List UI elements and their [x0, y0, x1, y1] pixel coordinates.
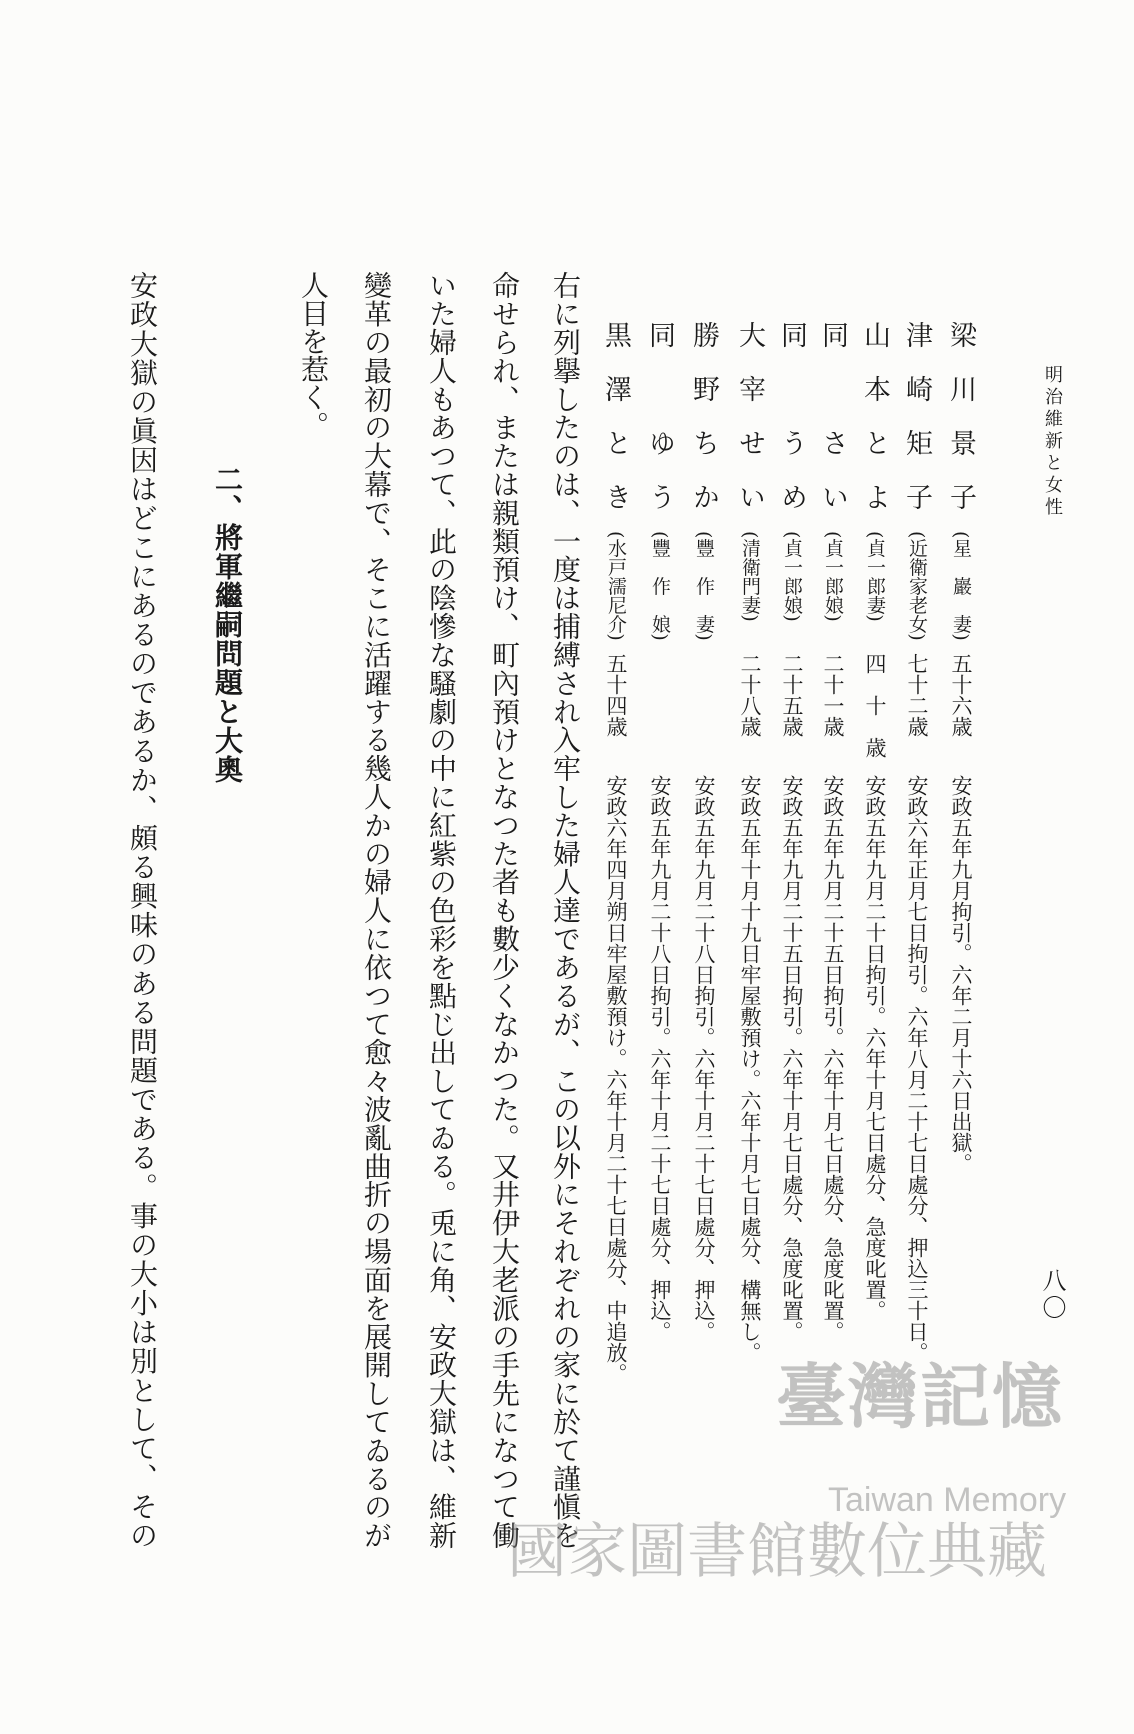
- roster-age: 七十二歳: [905, 653, 929, 737]
- section-body-line: 安政大獄の眞因はどこにあるのであるか、頗る興味のある問題である。事の大小は別として、その: [126, 271, 159, 1550]
- roster-age: 四 十 歳: [863, 653, 887, 758]
- roster-row: [901, 0, 933, 1734]
- roster-age: 二十一歳: [821, 653, 845, 737]
- roster-row: [945, 0, 977, 1734]
- page-number: 八〇: [1038, 1268, 1066, 1322]
- roster-row: [817, 0, 849, 1734]
- roster-name: 同 さ い: [817, 321, 848, 510]
- roster-row: [776, 0, 808, 1734]
- body-line: 變革の最初の大幕で、そこに活躍する幾人かの婦人に依つて愈々波亂曲折の場面を展開してゐるのが: [360, 271, 393, 1549]
- roster-record: 安政六年正月七日拘引。六年八月二十七日處分、押込三十日。: [905, 775, 929, 1363]
- roster-row: [734, 0, 766, 1734]
- roster-note: (豐 作 娘): [649, 531, 671, 641]
- watermark-logo-text: 臺灣記憶: [776, 1355, 1064, 1438]
- roster-note: (貞一郎妻): [864, 531, 886, 622]
- roster-row: [688, 0, 720, 1734]
- roster-name: 梁 川 景 子: [945, 321, 976, 510]
- roster-record: 安政五年九月二十八日拘引。六年十月二十七日處分、押込。: [648, 775, 672, 1342]
- roster-record: 安政六年四月朔日牢屋敷預け。六年十月二十七日處分、中追放。: [604, 775, 628, 1384]
- roster-row: [600, 0, 632, 1734]
- roster-record: 安政五年九月二十日拘引。六年十月七日處分、急度叱置。: [863, 775, 887, 1321]
- roster-name: 同 ゆ う: [644, 321, 675, 510]
- roster-name: 勝 野 ち か: [688, 321, 719, 510]
- body-line: 右に列擧したのは、一度は捕縛され入牢した婦人達であるが、この以外にそれぞれの家に於て謹愼を: [549, 271, 582, 1549]
- body-line: いた婦人もあつて、此の陰慘な騷劇の中に紅紫の色彩を點じ出してゐる。兎に角、安政大獄は、維新: [425, 271, 458, 1549]
- roster-name: 山 本 と よ: [859, 321, 890, 510]
- roster-record: 安政五年九月拘引。六年二月十六日出獄。: [949, 775, 973, 1174]
- roster-note: (水戸濡尼介): [605, 531, 627, 641]
- roster-age: 二十八歳: [738, 653, 762, 737]
- roster-note: (豐 作 妻): [693, 531, 715, 641]
- watermark-institution: 國家圖書館數位典藏: [507, 1517, 1047, 1587]
- body-line: 人目を惹く。: [297, 271, 330, 439]
- roster-row: [644, 0, 676, 1734]
- roster-name: 大 宰 せ い: [734, 321, 765, 510]
- roster-record: 安政五年十月十九日牢屋敷預け。六年十月七日處分、構無し。: [738, 775, 762, 1363]
- running-title: 明治維新と女性: [1042, 365, 1063, 519]
- watermark-english: Taiwan Memory: [828, 1481, 1067, 1519]
- roster-age: 二十五歳: [780, 653, 804, 737]
- roster-note: (貞一郎娘): [781, 531, 803, 622]
- roster-age: 五十六歳: [949, 653, 973, 737]
- roster-row: [859, 0, 891, 1734]
- roster-name: 同 う め: [776, 321, 807, 510]
- section-heading: 二、將軍繼嗣問題と大奧: [211, 465, 244, 784]
- roster-name: 津 崎 矩 子: [901, 321, 932, 510]
- roster-note: (清衛門妻): [739, 531, 761, 622]
- roster-note: (貞一郎娘): [822, 531, 844, 622]
- roster-record: 安政五年九月二十八日拘引。六年十月二十七日處分、押込。: [692, 775, 716, 1342]
- roster-record: 安政五年九月二十五日拘引。六年十月七日處分、急度叱置。: [780, 775, 804, 1342]
- roster-age: 五十四歳: [604, 653, 628, 737]
- roster-name: 黒 澤 と き: [600, 321, 631, 510]
- roster-note: (近衛家老女): [906, 531, 928, 641]
- body-line: 命せられ、または親類預け、町內預けとなつた者も數少くなかつた。又井伊大老派の手先になつて働: [488, 271, 521, 1549]
- roster-record: 安政五年九月二十五日拘引。六年十月七日處分、急度叱置。: [821, 775, 845, 1342]
- roster-note: (星 巖 妻): [950, 531, 972, 641]
